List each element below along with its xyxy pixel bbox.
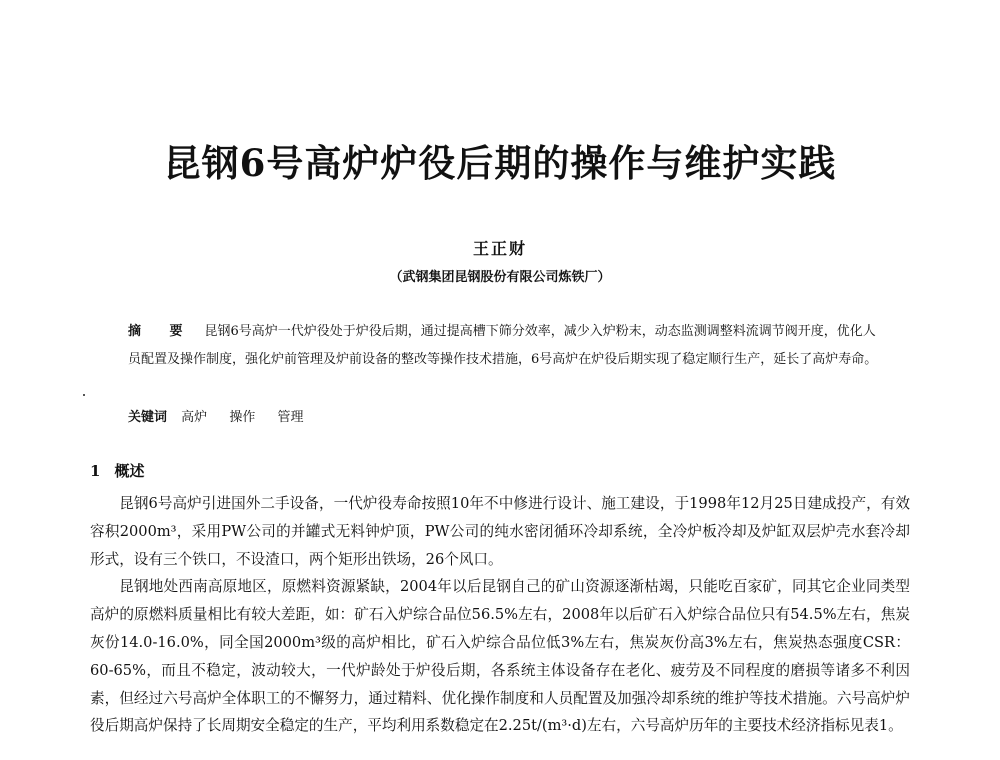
paper-title: 昆钢6号高炉炉役后期的操作与维护实践	[163, 141, 837, 185]
keyword-item: 高炉	[181, 410, 208, 425]
author-name: 王正财	[472, 239, 527, 258]
section-heading	[90, 460, 144, 481]
scan-speck	[83, 394, 85, 396]
author-affiliation: （武钢集团昆钢股份有限公司炼铁厂）	[389, 270, 611, 285]
abstract	[128, 318, 888, 374]
section-body	[90, 490, 910, 740]
section-title: 概述	[114, 462, 145, 480]
section-number: 1	[90, 462, 101, 480]
body-paragraph: 昆钢6号高炉引进国外二手设备，一代炉役寿命按照10年不中修进行设计、施工建设，于1998年12月25日建成投产，有效容积2000m³，采用PW公司的并罐式无料钟炉顶，PW公司的纯水密闭循环冷却系统，全冷炉板冷却及炉缸双层炉壳水套冷却形式，设有三个铁口，不设渣口，两个矩形出铁场，26个风口。	[90, 495, 910, 568]
abstract-label: 摘 要	[128, 324, 195, 339]
abstract-text: 昆钢6号高炉一代炉役处于炉役后期，通过提高槽下筛分效率，减少入炉粉末，动态监测调整料流调节阀开度，优化人员配置及操作制度，强化炉前管理及炉前设备的整改等操作技术措施，6号高炉在炉役后期实现了稳定顺行生产，延长了高炉寿命。	[128, 324, 878, 367]
keywords	[128, 406, 888, 430]
keyword-item: 管理	[277, 410, 304, 425]
keyword-item: 操作	[229, 410, 256, 425]
keywords-label: 关键词	[128, 410, 168, 425]
body-paragraph: 昆钢地处西南高原地区，原燃料资源紧缺，2004年以后昆钢自己的矿山资源逐渐枯竭，只能吃百家矿，同其它企业同类型高炉的原燃料质量相比有较大差距，如：矿石入炉综合品位56.5%左右，2008年以后矿石入炉综合品位只有54.5%左右，焦炭灰份14.0-16.0%，同全国2000m³级的高炉相比，矿石入炉综合品位低3%左右，焦炭灰份高3%左右，焦炭热态强度CSR：60-65%，而且不稳定，波动较大，一代炉龄处于炉役后期，各系统主体设备存在老化、疲劳及不同程度的磨损等诸多不利因素，但经过六号高炉全体职工的不懈努力，通过精料、优化操作制度和人员配置及加强冷却系统的维护等技术措施。六号高炉炉役后期高炉保持了长周期安全稳定的生产，平均利用系数稳定在2.25t/(m³·d)左右，六号高炉历年的主要技术经济指标见表1。	[90, 578, 910, 735]
